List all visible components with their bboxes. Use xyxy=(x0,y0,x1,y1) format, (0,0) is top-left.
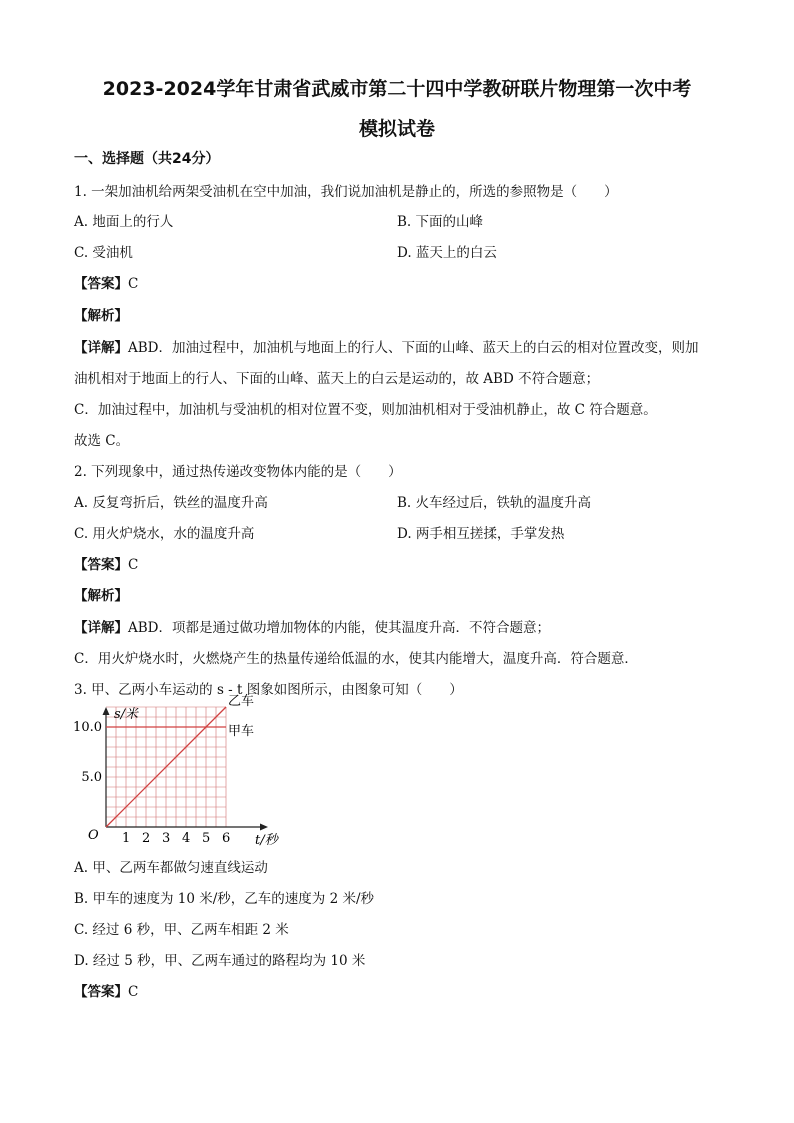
x-axis-label: t/秒 xyxy=(255,833,278,848)
q1-answer xyxy=(74,275,138,293)
x-tick-label: 6 xyxy=(222,831,231,846)
x-tick-label: 1 xyxy=(122,831,131,846)
x-axis-arrow xyxy=(260,824,268,831)
y-tick-label: 10.0 xyxy=(73,720,102,735)
q2-option-a: A. 反复弯折后，铁丝的温度升高 xyxy=(74,495,268,511)
x-tick-label: 2 xyxy=(142,831,151,846)
detail-text: ABD．加油过程中，加油机与地面上的行人、下面的山峰、蓝天上的白云的相对位置改变，则加 xyxy=(128,340,699,356)
y-tick-label: 5.0 xyxy=(81,770,102,785)
answer-value: C xyxy=(128,276,139,292)
answer-value: C xyxy=(128,984,139,1000)
q3-option-b: B. 甲车的速度为 10 米/秒，乙车的速度为 2 米/秒 xyxy=(74,891,375,907)
q3-answer xyxy=(74,983,138,1001)
series-label-1: 乙车 xyxy=(228,694,255,709)
q2-option-b: B. 火车经过后，铁轨的温度升高 xyxy=(397,495,592,511)
q2-analysis-tag: 【解析】 xyxy=(74,588,128,604)
q2-option-d: D. 两手相互搓揉，手掌发热 xyxy=(397,526,565,542)
title-line-1: 2023-2024学年甘肃省武威市第二十四中学教研联片物理第一次中考 xyxy=(102,78,692,100)
answer-value: C xyxy=(128,557,139,573)
answer-tag: 【答案】 xyxy=(74,557,128,573)
s-t-graph xyxy=(68,694,298,854)
x-tick-label: 5 xyxy=(202,831,211,846)
q2-option-c: C. 用火炉烧水，水的温度升高 xyxy=(74,526,255,542)
y-axis-label: s/米 xyxy=(114,707,139,722)
answer-tag: 【答案】 xyxy=(74,276,128,292)
title-line-2: 模拟试卷 xyxy=(358,118,435,140)
q1-detail-3: C．加油过程中，加油机与受油机的相对位置不变，则加油机相对于受油机静止，故 C 符合题意。 xyxy=(74,402,657,418)
q3-option-a: A. 甲、乙两车都做匀速直线运动 xyxy=(74,860,268,876)
series-label-2: 甲车 xyxy=(228,724,255,739)
answer-tag: 【答案】 xyxy=(74,984,128,1000)
q2-detail-1 xyxy=(74,619,550,637)
q1-detail-2: 油机相对于地面上的行人、下面的山峰、蓝天上的白云是运动的，故 ABD 不符合题意； xyxy=(74,371,600,387)
q1-analysis-tag: 【解析】 xyxy=(74,308,128,324)
q1-detail-1 xyxy=(74,339,699,357)
q1-option-b: B. 下面的山峰 xyxy=(397,214,484,230)
x-tick-label: 4 xyxy=(182,831,191,846)
section-heading: 一、选择题（共24分） xyxy=(74,151,220,167)
q3-stem: 3. 甲、乙两小车运动的 s - t 图象如图所示，由图象可知（ ） xyxy=(74,682,463,698)
q2-detail-2: C．用火炉烧水时，火燃烧产生的热量传递给低温的水，使其内能增大，温度升高．符合题意． xyxy=(74,651,638,667)
x-tick-label: 3 xyxy=(162,831,171,846)
q2-stem: 2. 下列现象中，通过热传递改变物体内能的是（ ） xyxy=(74,464,402,480)
q2-answer xyxy=(74,556,138,574)
detail-text: ABD．项都是通过做功增加物体的内能，使其温度升高．不符合题意； xyxy=(128,620,550,636)
detail-tag: 【详解】 xyxy=(74,620,128,636)
q1-option-c: C. 受油机 xyxy=(74,245,133,261)
origin-label: O xyxy=(88,828,99,843)
detail-tag: 【详解】 xyxy=(74,340,128,356)
q1-option-d: D. 蓝天上的白云 xyxy=(397,245,497,261)
q1-option-a: A. 地面上的行人 xyxy=(74,214,174,230)
q3-option-d: D. 经过 5 秒，甲、乙两车通过的路程均为 10 米 xyxy=(74,953,366,969)
q1-stem: 1. 一架加油机给两架受油机在空中加油，我们说加油机是静止的，所选的参照物是（ ） xyxy=(74,184,618,200)
y-axis-arrow xyxy=(103,707,110,715)
q3-option-c: C. 经过 6 秒，甲、乙两车相距 2 米 xyxy=(74,922,289,938)
q1-detail-4: 故选 C。 xyxy=(74,433,130,449)
